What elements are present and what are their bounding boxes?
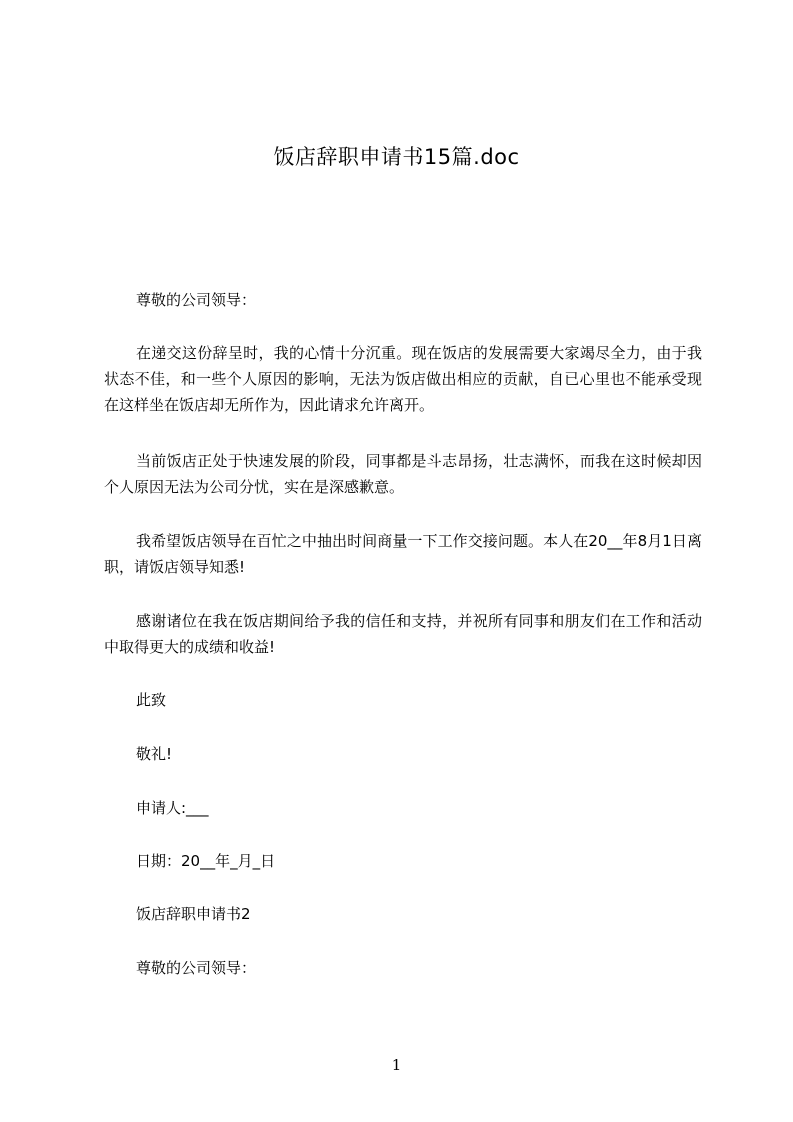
- paragraph-4: 感谢诸位在我在饭店期间给予我的信任和支持，并祝所有同事和朋友们在工作和活动中取得更大的成绩和收益!: [104, 612, 702, 656]
- salutation-2: 尊敬的公司领导：: [136, 959, 257, 977]
- applicant-line: 申请人:___: [136, 799, 209, 817]
- paragraph-2: 当前饭店正处于快速发展的阶段，同事都是斗志昂扬，壮志满怀，而我在这时候却因个人原因无法为公司分忧，实在是深感歉意。: [104, 452, 702, 496]
- page-number: 1: [391, 1056, 402, 1074]
- paragraph-1: 在递交这份辞呈时，我的心情十分沉重。现在饭店的发展需要大家竭尽全力，由于我状态不佳，和一些个人原因的影响，无法为饭店做出相应的贡献，自已心里也不能承受现在这样坐在饭店却无所作为，因此请求允许离开。: [104, 344, 702, 414]
- date-line: 日期：20__年_月_日: [136, 852, 276, 870]
- closing-line-2: 敬礼!: [136, 745, 173, 763]
- document-title: 饭店辞职申请书15篇.doc: [273, 145, 520, 169]
- salutation: 尊敬的公司领导：: [136, 291, 257, 309]
- closing-line-1: 此致: [136, 691, 167, 709]
- paragraph-3: 我希望饭店领导在百忙之中抽出时间商量一下工作交接问题。本人在20__年8月1日离职，请饭店领导知悉!: [104, 532, 702, 576]
- section-heading: 饭店辞职申请书2: [136, 905, 251, 923]
